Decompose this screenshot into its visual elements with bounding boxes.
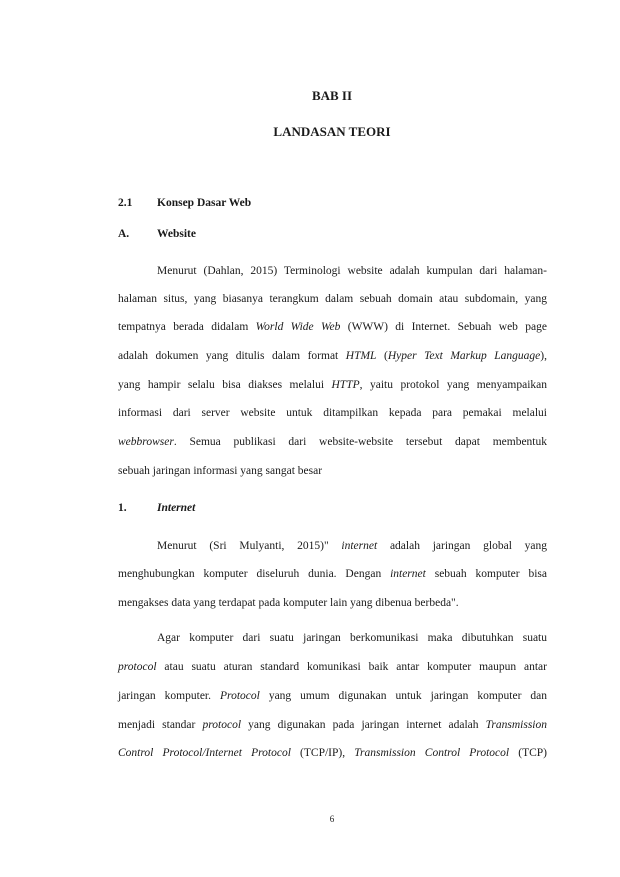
paragraph-line: protocol atau suatu aturan standard komunikasi baik antar komputer maupun antar bbox=[118, 661, 547, 673]
page-number: 6 bbox=[329, 814, 335, 824]
paragraph-line: sebuah jaringan informasi yang sangat besar bbox=[118, 465, 323, 477]
paragraph-line: Menurut (Sri Mulyanti, 2015)" internet adalah jaringan global yang bbox=[157, 540, 547, 552]
chapter-number: BAB II bbox=[311, 88, 353, 103]
paragraph-line: yang hampir selalu bisa diakses melalui HTTP, yaitu protokol yang menyampaikan bbox=[118, 379, 547, 391]
paragraph-line: adalah dokumen yang ditulis dalam format HTML (Hyper Text Markup Language), bbox=[118, 350, 547, 362]
subsection-title: Website bbox=[157, 228, 196, 240]
item-number: 1. bbox=[118, 502, 127, 514]
section-number: 2.1 bbox=[118, 197, 133, 209]
paragraph-line: Menurut (Dahlan, 2015) Terminologi website adalah kumpulan dari halaman- bbox=[157, 265, 547, 277]
paragraph-line: jaringan komputer. Protocol yang umum digunakan untuk jaringan komputer dan bbox=[118, 690, 548, 702]
paragraph-line: menghubungkan komputer diseluruh dunia. Dengan internet sebuah komputer bisa bbox=[118, 568, 547, 580]
paragraph-line: menjadi standar protocol yang digunakan pada jaringan internet adalah Transmission bbox=[118, 719, 547, 731]
section-title: Konsep Dasar Web bbox=[157, 197, 252, 209]
item-title: Internet bbox=[157, 502, 196, 514]
paragraph-line: informasi dari server website untuk ditampilkan kepada para pemakai melalui bbox=[118, 407, 547, 419]
paragraph-line: halaman situs, yang biasanya terangkum dalam sebuah domain atau subdomain, yang bbox=[118, 293, 547, 305]
subsection-letter: A. bbox=[118, 228, 130, 240]
paragraph-line: webbrowser. Semua publikasi dari website-website tersebut dapat membentuk bbox=[118, 436, 547, 448]
paragraph-line: Agar komputer dari suatu jaringan berkomunikasi maka dibutuhkan suatu bbox=[157, 632, 547, 644]
paragraph-line: mengakses data yang terdapat pada komputer lain yang dibenua berbeda". bbox=[118, 597, 459, 609]
chapter-title: LANDASAN TEORI bbox=[273, 124, 391, 139]
paragraph-line: tempatnya berada didalam World Wide Web (WWW) di Internet. Sebuah web page bbox=[118, 321, 547, 333]
paragraph-line: Control Protocol/Internet Protocol (TCP/IP), Transmission Control Protocol (TCP) bbox=[118, 747, 548, 759]
